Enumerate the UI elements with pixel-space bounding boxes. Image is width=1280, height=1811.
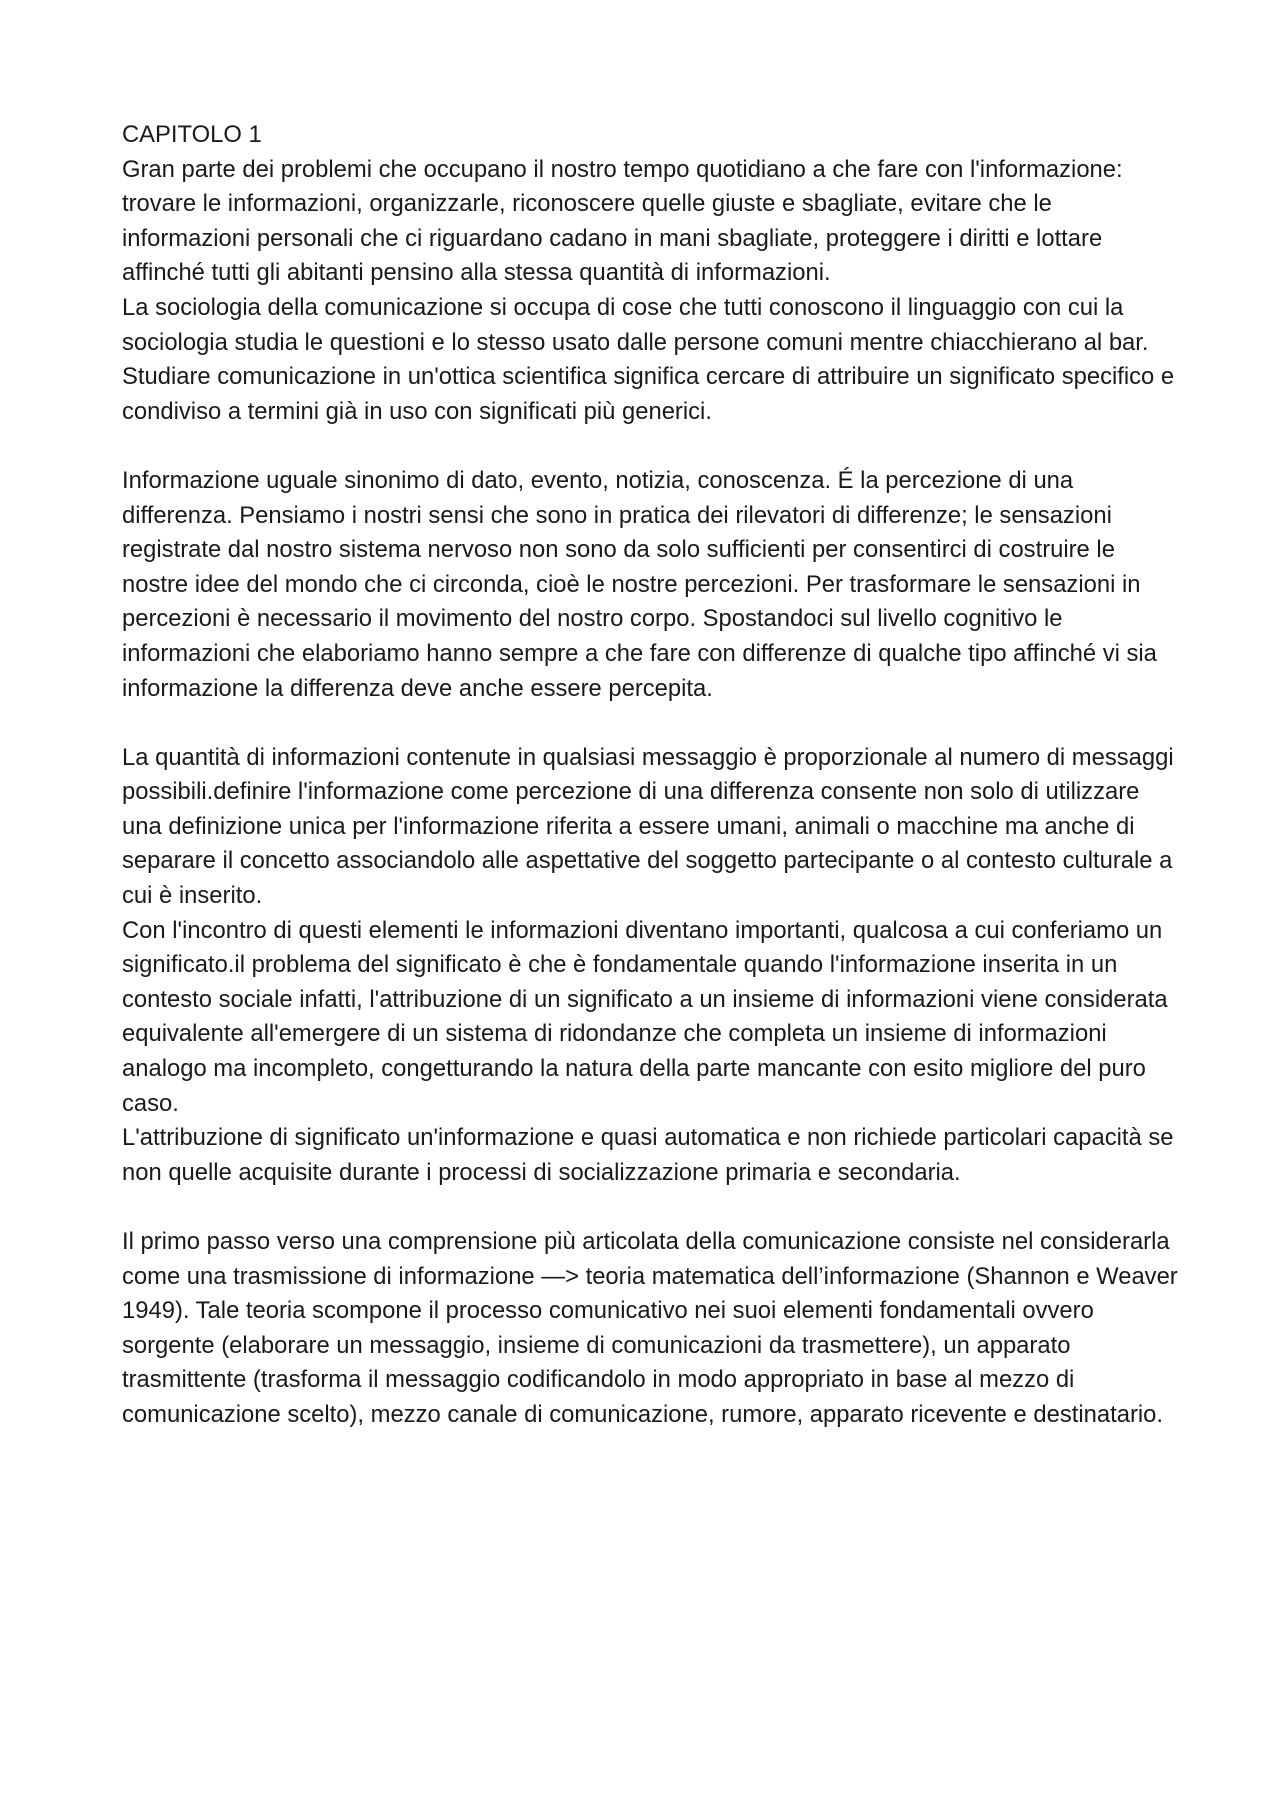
paragraph-spacer: [122, 429, 1182, 464]
document-page: [122, 118, 1182, 1433]
paragraph: Informazione uguale sinonimo di dato, evento, notizia, conoscenza. É la percezione di una differenza. Pensiamo i nostri sensi che sono in pratica dei rilevatori di differenze; le sensazioni registrate dal nostro sistema nervoso non sono da solo sufficienti per consentirci di costruire le nostre idee del mondo che ci circonda, cioè le nostre percezioni. Per trasformare le sensazioni in percezioni è necessario il movimento del nostro corpo. Spostandoci sul livello cognitivo le informazioni che elaboriamo hanno sempre a che fare con differenze di qualche tipo affinché vi sia informazione la differenza deve anche essere percepita.: [122, 466, 1157, 702]
paragraph: La sociologia della comunicazione si occupa di cose che tutti conoscono il linguaggio con cui la sociologia studia le questioni e lo stesso usato dalle persone comuni mentre chiacchierano al bar. Studiare comunicazione in un'ottica scientifica significa cercare di attribuire un significato specifico e condiviso a termini già in uso con significati più generici.: [122, 293, 1175, 425]
paragraph: Con l'incontro di questi elementi le informazioni diventano importanti, qualcosa a cui conferiamo un significato.il problema del significato è che è fondamentale quando l'informazione inserita in un contesto sociale infatti, l'attribuzione di un significato a un insieme di informazioni viene considerata equivalente all'emergere di un sistema di ridondanze che completa un insieme di informazioni analogo ma incompleto, congetturando la natura della parte mancante con esito migliore del puro caso.: [122, 916, 1168, 1117]
chapter-title: CAPITOLO 1: [122, 121, 262, 148]
document-body: [122, 153, 1182, 1433]
paragraph-spacer: [122, 706, 1182, 741]
paragraph: Il primo passo verso una comprensione più articolata della comunicazione consiste nel considerarla come una trasmissione di informazione —> teoria matematica dell’informazione (Shannon e Weaver 1949). Tale teoria scompone il processo comunicativo nei suoi elementi fondamentali ovvero sorgente (elaborare un messaggio, insieme di comunicazioni da trasmettere), un apparato trasmittente (trasforma il messaggio codificandolo in modo appropriato in base al mezzo di comunicazione scelto), mezzo canale di comunicazione, rumore, apparato ricevente e destinatario.: [122, 1228, 1178, 1428]
paragraph: La quantità di informazioni contenute in qualsiasi messaggio è proporzionale al numero di messaggi possibili.definire l'informazione come percezione di una differenza consente non solo di utilizzare una definizione unica per l'informazione riferita a essere umani, animali o macchine ma anche di separare il concetto associandolo alle aspettative del soggetto partecipante o al contesto culturale a cui è inserito.: [122, 743, 1174, 910]
paragraph: L'attribuzione di significato un'informazione e quasi automatica e non richiede particolari capacità se non quelle acquisite durante i processi di socializzazione primaria e secondaria.: [122, 1124, 1174, 1186]
paragraph: Gran parte dei problemi che occupano il nostro tempo quotidiano a che fare con l'informazione: trovare le informazioni, organizzarle, riconoscere quelle giuste e sbagliate, evitare che le informazioni personali che ci riguardano cadano in mani sbagliate, proteggere i diritti e lottare affinché tutti gli abitanti pensino alla stessa quantità di informazioni.: [122, 155, 1123, 287]
paragraph-spacer: [122, 1190, 1182, 1225]
